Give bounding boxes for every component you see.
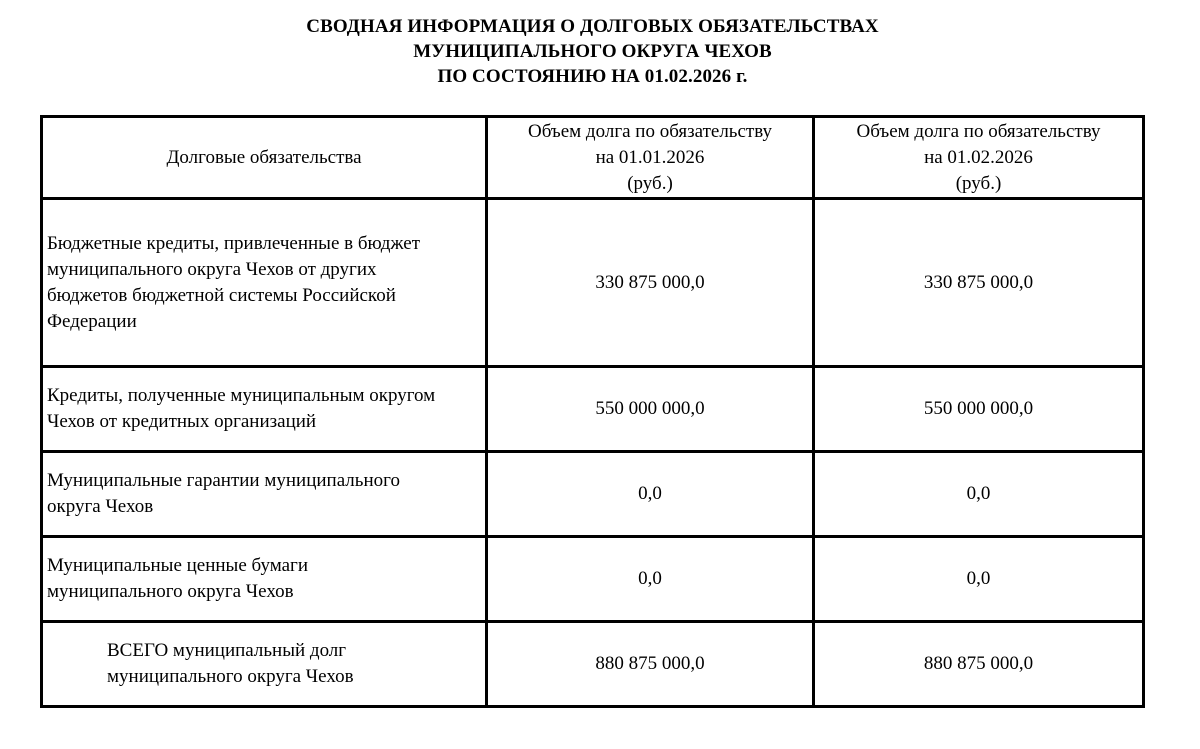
value-bank-credits-20260201: 550 000 000,0 (814, 367, 1144, 452)
value-municipal-guarantees-20260201: 0,0 (814, 452, 1144, 537)
table-row (42, 452, 1144, 537)
title-line-1: СВОДНАЯ ИНФОРМАЦИЯ О ДОЛГОВЫХ ОБЯЗАТЕЛЬСТВАХ (306, 16, 879, 37)
row-label-line: муниципального округа Чехов (47, 581, 294, 602)
table-row (42, 537, 1144, 622)
header-debt-obligations (42, 117, 487, 199)
debt-obligations-table (40, 115, 1145, 708)
value-bank-credits-20260101: 550 000 000,0 (487, 367, 814, 452)
row-label-budget-credits (42, 199, 487, 367)
row-label-line: Бюджетные кредиты, привлеченные в бюджет (47, 232, 421, 254)
header-volume-20260201-line-1: Объем долга по обязательству (856, 120, 1101, 142)
table-total-row (42, 622, 1144, 707)
row-label-municipal-guarantees (42, 452, 487, 537)
row-label-line: бюджетов бюджетной системы Российской (47, 284, 396, 306)
value-municipal-guarantees-20260101: 0,0 (487, 452, 814, 537)
row-label-bank-credits (42, 367, 487, 452)
header-volume-20260201 (814, 117, 1144, 199)
row-label-line: округа Чехов (47, 496, 154, 517)
header-volume-20260101-line-1: Объем долга по обязательству (527, 120, 773, 142)
header-volume-20260101 (487, 117, 814, 199)
row-label-line: Федерации (47, 310, 137, 332)
table-row (42, 199, 1144, 367)
header-volume-20260101-line-3: (руб.) (627, 172, 673, 194)
row-label-total-debt (42, 622, 487, 707)
row-label-municipal-securities (42, 537, 487, 622)
row-label-line: муниципального округа Чехов от других (47, 258, 377, 280)
value-budget-credits-20260201: 330 875 000,0 (814, 199, 1144, 367)
row-label-line: Муниципальные гарантии муниципального (47, 470, 400, 491)
value-total-debt-20260201: 880 875 000,0 (814, 622, 1144, 707)
value-municipal-securities-20260201: 0,0 (814, 537, 1144, 622)
table-row (42, 367, 1144, 452)
header-volume-20260201-line-3: (руб.) (955, 172, 1002, 194)
row-label-line: Муниципальные ценные бумаги (47, 555, 308, 576)
value-municipal-securities-20260101: 0,0 (487, 537, 814, 622)
row-label-line: Кредиты, полученные муниципальным округом (47, 385, 436, 406)
total-label-line: ВСЕГО муниципальный долг (107, 640, 347, 661)
header-debt-obligations-label: Долговые обязательства (166, 146, 362, 168)
title-line-2: МУНИЦИПАЛЬНОГО ОКРУГА ЧЕХОВ (413, 41, 772, 62)
document-title (0, 14, 1185, 89)
total-label-line: муниципального округа Чехов (107, 666, 354, 687)
table-header-row (42, 117, 1144, 199)
header-volume-20260201-line-2: на 01.02.2026 (924, 146, 1033, 168)
row-label-line: Чехов от кредитных организаций (47, 411, 317, 432)
value-total-debt-20260101: 880 875 000,0 (487, 622, 814, 707)
header-volume-20260101-line-2: на 01.01.2026 (595, 146, 705, 168)
value-budget-credits-20260101: 330 875 000,0 (487, 199, 814, 367)
title-line-3: ПО СОСТОЯНИЮ НА 01.02.2026 г. (437, 66, 748, 87)
